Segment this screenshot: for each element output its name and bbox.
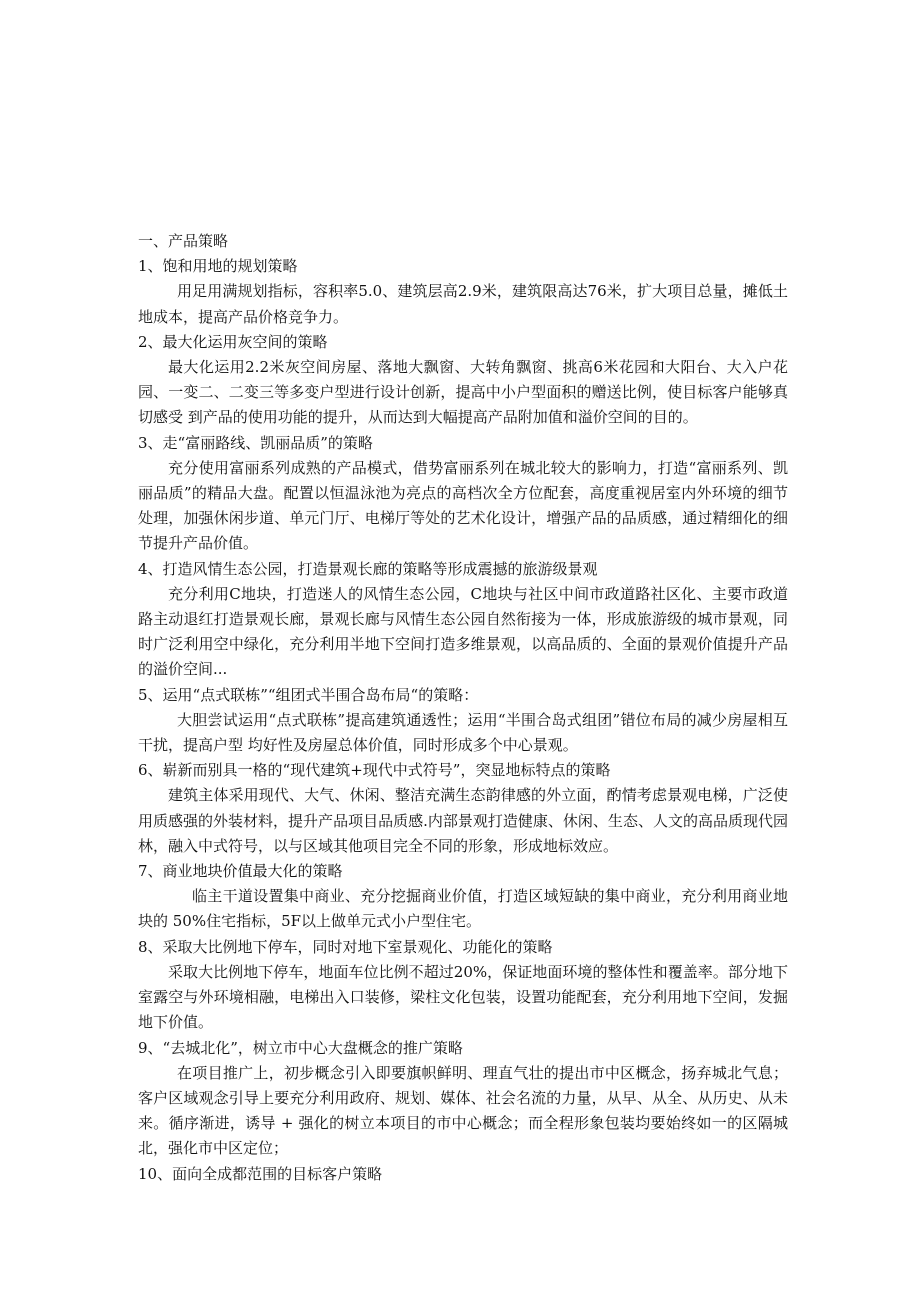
item-body-4: 充分利用C地块，打造迷人的风情生态公园，C地块与社区中间市政道路社区化、主要市政道路主动退红打造景观长廊，景观长廊与风情生态公园自然衔接为一体，形成旅游级的城市景观，同时广泛利用空中绿化，充分利用半地下空间打造多维景观，以高品质的、全面的景观价值提升产品的溢价空间... [138, 584, 788, 679]
item-heading-8: 8、采取大比例地下停车，同时对地下室景观化、功能化的策略 [138, 937, 553, 956]
item-body-6: 建筑主体采用现代、大气、休闲、整洁充满生态韵律感的外立面，酌情考虑景观电梯，广泛使用质感强的外装材料，提升产品项目品质感.内部景观打造健康、休闲、生态、人文的高品质现代园林，融入中式符号，以与区域其他项目完全不同的形象，形成地标效应。 [138, 786, 788, 855]
item-heading-6: 6、崭新而别具一格的“现代建筑+现代中式符号”，突显地标特点的策略 [138, 761, 611, 780]
item-heading-10: 10、面向全成都范围的目标客户策略 [138, 1164, 383, 1183]
section-title: 一、产品策略 [138, 232, 229, 250]
item-body-5: 大胆尝试运用“点式联栋”提高建筑通透性；运用“半围合岛式组团”错位布局的减少房屋相互干扰，提高户型 均好性及房屋总体价值，同时形成多个中心景观。 [138, 710, 788, 755]
item-heading-5: 5、运用“点式联栋”“组团式半围合岛布局“的策略： [138, 685, 479, 704]
item-body-9: 在项目推广上，初步概念引入即要旗帜鲜明、理直气壮的提出市中区概念，扬弃城北气息；客户区域观念引导上要充分利用政府、规划、媒体、社会名流的力量，从早、从全、从历史、从未来。循序渐进，诱导 + 强化的树立本项目的市中心概念；而全程形象包装均要始终如一的区隔城北，强化市中区定位； [138, 1063, 788, 1158]
item-heading-7: 7、商业地块价值最大化的策略 [138, 862, 343, 881]
item-body-3: 充分使用富丽系列成熟的产品模式，借势富丽系列在城北较大的影响力，打造“富丽系列、凯丽品质”的精品大盘。配置以恒温泳池为亮点的高档次全方位配套，高度重视居室内外环境的细节处理，加强休闲步道、单元门厅、电梯厅等处的艺术化设计，增强产品的品质感，通过精细化的细节提升产品价值。 [138, 458, 788, 553]
item-body-2: 最大化运用2.2米灰空间房屋、落地大飘窗、大转角飘窗、挑高6米花园和大阳台、大入户花园、一变二、二变三等多变户型进行设计创新，提高中小户型面积的赠送比例，使目标客户能够真切感受 到产品的使用功能的提升，从而达到大幅提高产品附加值和溢价空间的目的。 [138, 358, 788, 427]
item-heading-4: 4、打造风情生态公园，打造景观长廊的策略等形成震撼的旅游级景观 [138, 559, 598, 578]
item-heading-3: 3、走“富丽路线、凯丽品质”的策略 [138, 433, 373, 452]
item-heading-1: 1、饱和用地的规划策略 [138, 257, 298, 276]
item-body-8: 采取大比例地下停车，地面车位比例不超过20%，保证地面环境的整体性和覆盖率。部分地下室露空与外环境相融，电梯出入口装修，梁柱文化包装，设置功能配套，充分利用地下空间，发掘地下价值。 [138, 962, 788, 1032]
document-body [138, 229, 788, 1187]
item-heading-2: 2、最大化运用灰空间的策略 [138, 332, 328, 351]
item-body-7: 临主干道设置集中商业、充分挖掘商业价值，打造区域短缺的集中商业，充分利用商业地块的 50%住宅指标，5F以上做单元式小户型住宅。 [138, 887, 788, 931]
item-heading-9: 9、“去城北化”，树立市中心大盘概念的推广策略 [138, 1038, 463, 1057]
item-body-1: 用足用满规划指标，容积率5.0、建筑层高2.9米，建筑限高达76米，扩大项目总量，摊低土地成本，提高产品价格竞争力。 [138, 282, 788, 326]
